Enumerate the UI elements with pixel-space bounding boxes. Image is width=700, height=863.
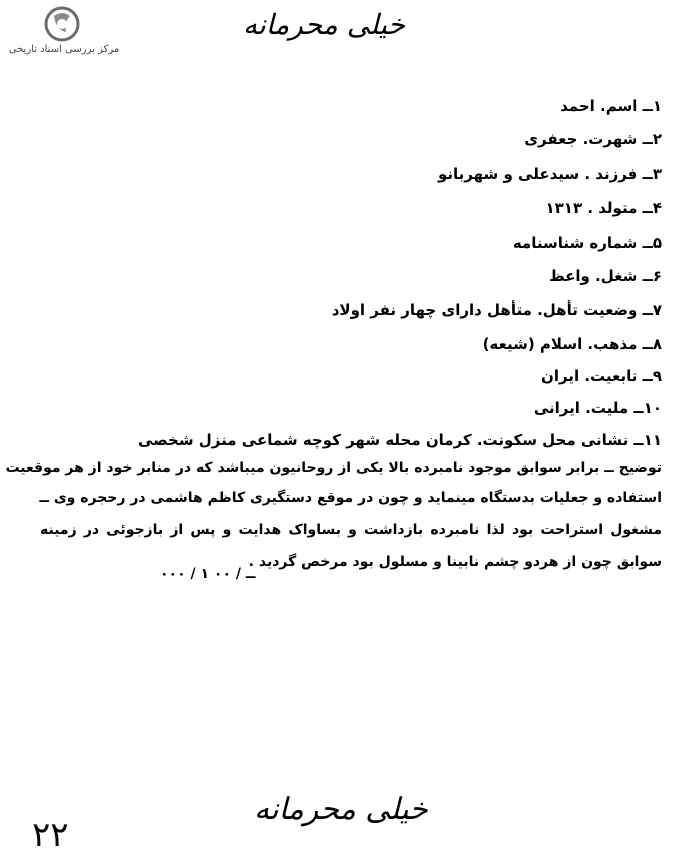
archive-logo [8,6,120,62]
field-address: ۱۱ــ نشانی محل سکونت. کرمان محله شهر کوچه شماعی منزل شخصی [138,431,662,449]
field-nationality: ۱۰ــ ملیت. ایرانی [533,399,662,417]
classification-title-top: خیلی محرمانه [242,8,406,41]
field-parents: ۳ــ فرزند . سیدعلی و شهربانو [438,165,662,183]
description-line-4: سوابق چون از هردو چشم نابینا و مسلول بود مرخص گردید . [248,554,662,570]
description-line-2: استفاده و جعلیات بدستگاه مینماید و چون در موقع دستگیری کاظم هاشمی در رحجره وی ــ [39,490,662,506]
description-line-3: مشغول استراحت بود لذا نامبرده بازداشت و بساواک هدایت و پس از بازجوئی در زمینه [40,522,662,538]
field-marital-status: ۷ــ وضعیت تأهل. متأهل دارای چهار نفر اولاد [331,301,662,319]
field-occupation: ۶ــ شغل. واعظ [549,267,662,285]
field-name: ۱ــ اسم. احمد [560,97,662,115]
page-number: ۲۲ [32,815,69,855]
field-religion: ۸ــ مذهب. اسلام (شیعه) [482,335,662,353]
field-surname: ۲ــ شهرت. جعفری [524,130,662,148]
document-code: ۰۰۰ / ۱ ــ / ۰۰ [160,566,256,582]
field-id-number: ۵ــ شماره شناسنامه [512,234,662,252]
description-line-1: توضیح ــ برابر سوابق موجود نامبرده بالا یکی از روحانیون میباشد که در منابر خود از هر موقعیت [5,460,662,476]
logo-text: مرکز بررسی اسناد تاریخی [8,44,120,55]
archive-seal-icon [42,6,82,42]
classification-title-bottom: خیلی محرمانه [254,792,428,827]
field-birth-year: ۴ــ متولد . ۱۳۱۳ [545,199,662,217]
field-citizenship: ۹ــ تابعیت. ایران [541,367,662,385]
